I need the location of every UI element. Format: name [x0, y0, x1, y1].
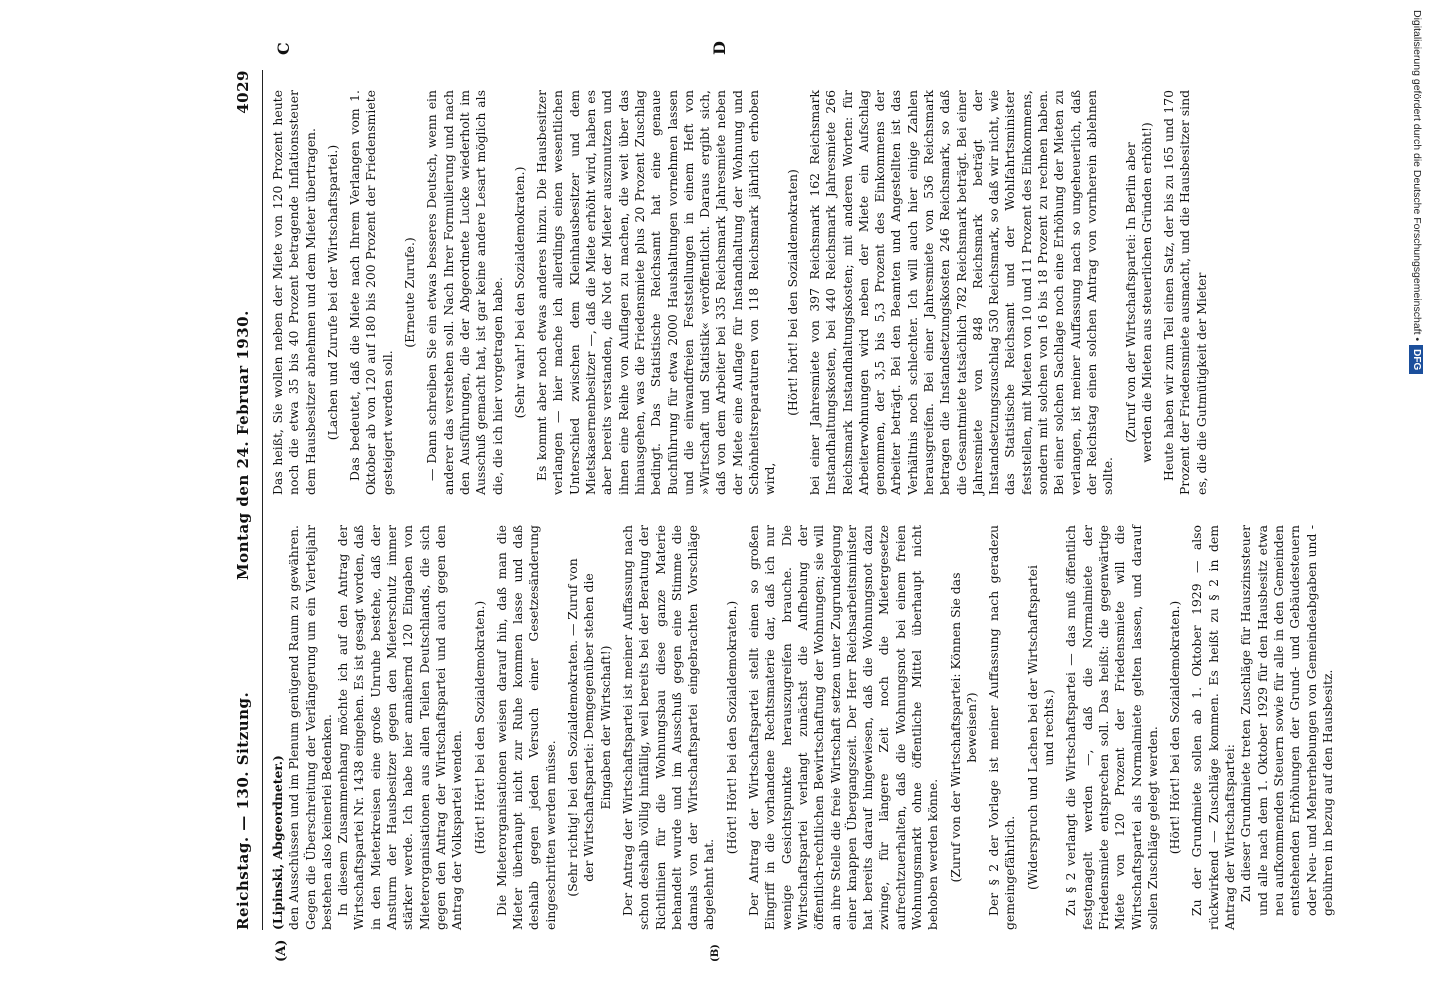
- paragraph: Der Antrag der Wirtschaftspartei ist meiner Auffassung nach schon deshalb völlig hinfällig, weil bereits bei der Beratung der Richtlinien für die Wohnungsbau diese ganze Materie behandelt wurde und im Ausschuß gegen eine Stimme die damals von der Wirtschaftspartei eingebrachten Vorschläge abgelehnt hat.: [619, 525, 717, 930]
- interjection: (Sehr richtig! bei den Sozialdemokraten. — Zuruf von der Wirtschaftspartei: Demgegenüber stehen die Eingaben der Wirtschaft!): [565, 558, 613, 897]
- paragraph: Heute haben wir zum Teil einen Satz, der bis zu 165 und 170 Prozent der Friedensmiete ausmacht, und die Hausbesitzer sind es, die die Gutmütigkeit der Mieter: [1161, 89, 1209, 495]
- interjection: (Hört! Hört! bei den Sozialdemokraten.): [471, 600, 487, 855]
- interjection: (Hört! hört! bei den Sozialdemokraten): [784, 169, 800, 416]
- header-session: Reichstag. — 130. Sitzung.: [234, 691, 252, 930]
- right-column: [270, 90, 1210, 495]
- digitization-credit: [1406, 10, 1428, 990]
- paragraph: In diesem Zusammenhang möchte ich auf den Antrag der Wirtschaftspartei Nr. 1438 eingehen. Es ist gesagt worden, daß in den Mieterkreisen eine große Unruhe bestehe, daß der Ansturm der Hausbesitzer gegen den Mieterschutz immer stärker werde. Ich habe hier annähernd 120 Eingaben von Mieterorganisationen aus allen Teilen Deutschlands, die sich gegen den Antrag der Wirtschaftspartei und auch gegen den Antrag der Volkspartei wenden.: [335, 525, 465, 930]
- paragraph: — Dann schreiben Sie ein etwas besseres Deutsch, wenn ein anderer das verstehen soll. Nach Ihrer Formulierung und nach den Ausführungen, die der Abgeordnete Lucke wiederholt im Ausschuß gemacht hat, ist gar keine andere Lesart möglich als die, die ich hier vorgetragen habe.: [424, 90, 505, 495]
- quoted-paragraph: Zu dieser Grundmiete treten Zuschläge für Hauszinssteuer und alle nach dem 1. Oktober 1929 für den Hausbesitz etwa neu aufkommenden Steuern sowie für alle in den Gemeinden entstehenden Erhöhungen der Grund- und Gebäudesteuern oder Neu- und Mehrerhebungen von Gemeindeabgaben und -gebühren in bezug auf den Hausbesitz.: [1238, 525, 1335, 916]
- paragraph: Es kommt aber noch etwas anderes hinzu. Die Hausbesitzer verlangen — hier mache ich allerdings einen wesentlichen Unterschied zwischen dem Kleinhausbesitzer und dem Mietskasernenbesitzer —, daß die Miete erhöht wird, haben es aber bereits verstanden, die Not der Mieter auszunutzen und ihnen eine Reihe von Auflagen zu machen, die weit über das hinausgehen, was die Friedensmiete plus 20 Prozent Zuschlag bedingt. Das Statistische Reichsamt hat eine genaue Buchführung für etwa 2000 Haushaltungen vornehmen lassen und die einwandfreien Feststellungen in einem Heft von »Wirtschaft und Statistik« veröffentlicht. Daraus ergibt sich, daß von dem Arbeiter bei 335 Reichsmark Jahresmiete neben der Miete eine Auflage für Instandhaltung der Wohnung und Schönheitsreparaturen von 118 Reichsmark jährlich erhoben wird,: [534, 90, 778, 495]
- paragraph: Zu der Grundmiete sollen ab 1. Oktober 1929 — also rückwirkend — Zuschläge kommen. Es heißt zu § 2 in dem Antrag der Wirtschaftspartei:: [1189, 525, 1238, 930]
- header-date: Montag den 24. Februar 1930.: [234, 310, 252, 580]
- interjection: (Zuruf von der Wirtschaftspartei: Können Sie das beweisen?): [947, 572, 979, 883]
- page-number: 4029: [234, 70, 252, 114]
- digitization-sidebar: [1406, 10, 1428, 990]
- margin-mark-b: (B): [710, 944, 721, 962]
- paragraph: Zu § 2 verlangt die Wirtschaftspartei — das muß öffentlich festgenagelt werden —, daß die Normalmiete der Friedensmiete entsprechen soll. Das heißt: die gegenwärtige Miete von 120 Prozent der Friedensmiete will die Wirtschaftspartei als Normalmiete gelten lassen, und darauf sollen Zuschläge gelegt werden.: [1063, 525, 1160, 930]
- margin-mark-d: D: [710, 41, 729, 55]
- interjection: (Hört! Hört! bei den Sozialdemokraten.): [723, 600, 739, 855]
- interjection: (Erneute Zurufe.): [402, 237, 418, 348]
- dfg-logo: DFG: [1409, 345, 1423, 374]
- paragraph: Die Mieterorganisationen weisen darauf hin, daß man die Mieter überhaupt nicht zur Ruhe kommen lasse und daß deshalb gegen jeden Versuch einer Gesetzesänderung eingeschritten werden müsse.: [493, 525, 558, 930]
- interjection: (Sehr wahr! bei den Sozialdemokraten.): [511, 166, 527, 419]
- interjection: (Lachen und Zurufe bei der Wirtschaftspartei.): [324, 144, 340, 441]
- interjection: (Hört! Hört! bei den Sozialdemokraten.): [1167, 600, 1183, 855]
- page-header: [230, 70, 258, 930]
- paragraph: Das heißt, Sie wollen neben der Miete von 120 Prozent heute noch die etwa 35 bis 40 Prozent betragende Inflationssteuer dem Hausbesitzer abnehmen und dem Mieter übertragen.: [270, 90, 318, 495]
- speaker-label: (Lipinski, Abgeordneter.): [270, 755, 285, 930]
- paragraph: Der § 2 der Vorlage ist meiner Auffassung nach geradezu gemeingefährlich.: [986, 525, 1018, 930]
- paragraph: den Ausschüssen und im Plenum genügend Raum zu gewähren. Gegen die Überschreitung der Verlängerung um ein Vierteljahr bestehen also keinerlei Bedenken.: [286, 525, 334, 930]
- left-column: [270, 525, 1336, 930]
- paragraph: Der Antrag der Wirtschaftspartei stellt einen so großen Eingriff in die vorhandene Rechtsmaterie dar, daß ich nur wenige Gesichtspunkte herauszugreifen brauche. Die Wirtschaftspartei verlangt zunächst die Aufhebung der öffentlich-rechtlichen Bewirtschaftung der Wohnungen; sie will an ihre Stelle die freie Wirtschaft setzen unter Zugrundelegung einer knappen Übergangszeit. Der Herr Reichsarbeitsminister hat bereits darauf hingewiesen, daß die Wohnungsnot dazu zwinge, für längere Zeit noch die Mietergesetze aufrechtzuerhalten, daß die Wohnungsnot bei einem freien Wohnungsmarkt ohne öffentliche Mittel überhaupt nicht behoben werden könne.: [746, 525, 941, 930]
- header-rule: [262, 70, 263, 930]
- margin-mark-c: C: [274, 42, 293, 55]
- credit-text: Digitalisierung gefördert durch die Deutsche Forschungsgemeinschaft •: [1411, 10, 1423, 342]
- rotated-document-page: [170, 30, 1335, 970]
- paragraph: Das bedeutet, daß die Miete nach Ihrem Verlangen vom 1. Oktober ab von 120 auf 180 bis 200 Prozent der Friedensmiete gesteigert werden soll.: [347, 90, 395, 495]
- paragraph: bei einer Jahresmiete von 397 Reichsmark 162 Reichsmark Instandhaltungskosten, bei 440 Reichsmark Jahresmiete 266 Reichsmark Instandhaltungskosten; mit anderen Worten: für Arbeiterwohnungen wird neben der Miete ein Aufschlag genommen, der 3,5 bis 5,3 Prozent des Einkommens der Arbeiter beträgt. Bei den Beamten und Angestellten ist das Verhältnis noch schlechter. Ich will auch hier einige Zahlen herausgreifen. Bei einer Jahresmiete von 536 Reichsmark betragen die Instandsetzungskosten 246 Reichsmark, so daß die Gesamtmiete tatsächlich 782 Reichsmark beträgt. Bei einer Jahresmiete von 848 Reichsmark beträgt der Instandsetzungszuschlag 530 Reichsmark, so daß wir nicht, wie das Statistische Reichsamt und der Wohlfahrtsminister feststellen, mit Mieten von 10 und 11 Prozent des Einkommens, sondern mit solchen von 16 bis 18 Prozent zu rechnen haben. Bei einer solchen Sachlage noch eine Erhöhung der Mieten zu verlangen, ist meiner Auffassung nach so ungeheuerlich, daß der Reichstag einen solchen Antrag von vornherein ablehnen sollte.: [806, 90, 1116, 495]
- interjection: (Widerspruch und Lachen bei der Wirtschaftspartei und rechts.): [1024, 565, 1057, 890]
- margin-mark-a: (A): [274, 939, 289, 962]
- interjection: (Zuruf von der Wirtschaftspartei: In Berlin aber werden die Mieten aus steuerlichen Gründen erhöht!): [1122, 122, 1154, 463]
